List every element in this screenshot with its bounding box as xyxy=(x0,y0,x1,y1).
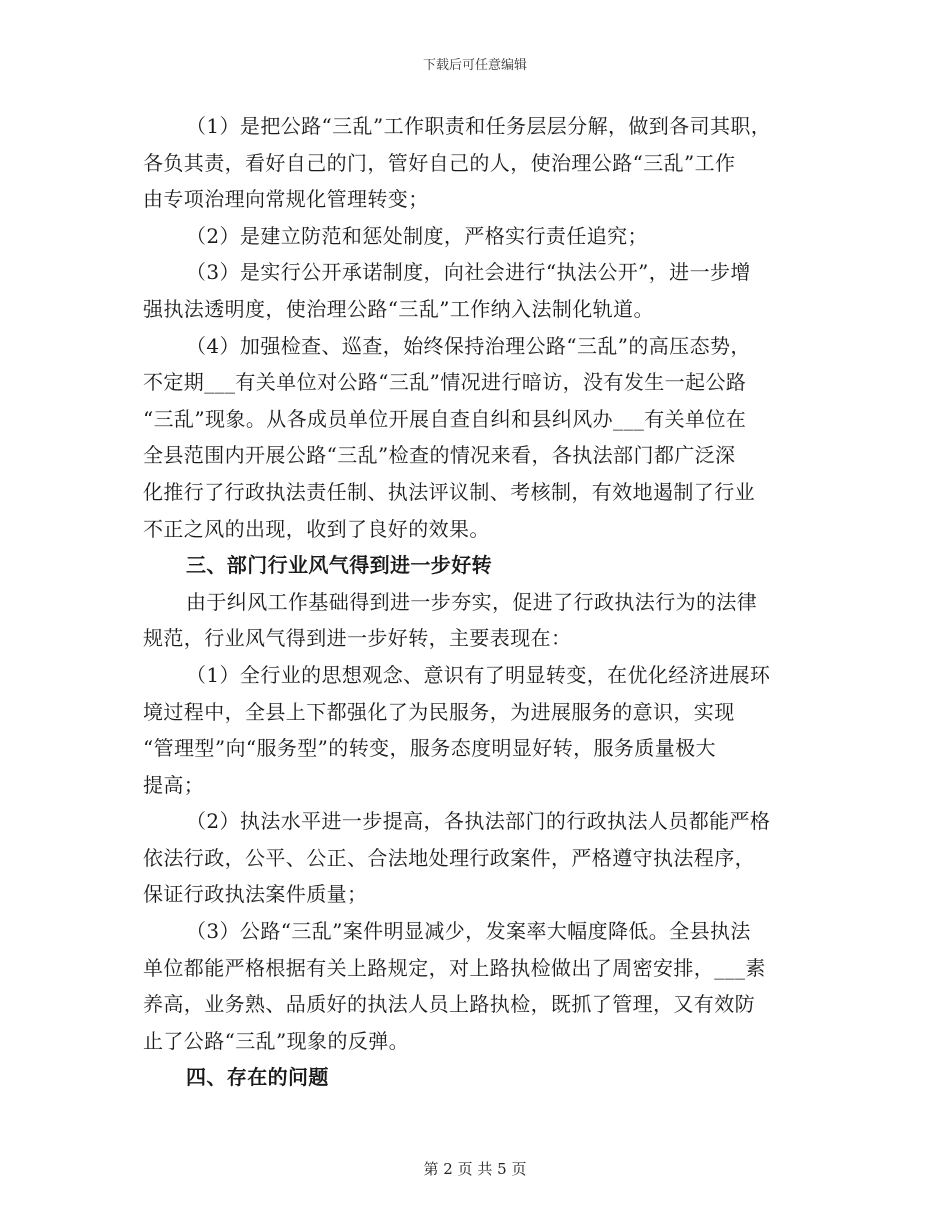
text-line: 强执法透明度，使治理公路“三乱”工作纳入法制化轨道。 xyxy=(143,296,654,321)
text-line: （3）公路“三乱”案件明显减少，发案率大幅度降低。全县执法 xyxy=(186,919,751,944)
text-line: 保证行政执法案件质量； xyxy=(143,882,368,907)
text-line: （1）是把公路“三乱”工作职责和任务层层分解，做到各司其职， xyxy=(186,114,772,138)
text-line: 不定期___有关单位对公路“三乱”情况进行暗访，没有发生一起公路 xyxy=(143,370,747,395)
page-header-note: 下载后可任意编辑 xyxy=(422,58,527,73)
document-body xyxy=(143,108,823,1096)
text-line: 境过程中，全县上下都强化了为民服务，为进展服务的意识，实现 xyxy=(143,699,735,724)
text-line: “管理型”向“服务型”的转变，服务态度明显好转，服务质量极大 xyxy=(143,736,716,761)
text-line: （4）加强检查、巡查，始终保持治理公路“三乱”的高压态势， xyxy=(186,333,751,358)
text-line: 不正之风的出现，收到了良好的效果。 xyxy=(143,516,490,541)
text-line: （2）是建立防范和惩处制度，严格实行责任追究； xyxy=(186,223,648,248)
text-line: 依法行政，公平、公正、合法地处理行政案件，严格遵守执法程序， xyxy=(143,845,755,870)
text-line: 规范，行业风气得到进一步好转，主要表现在： xyxy=(143,626,572,651)
text-line: 单位都能严格根据有关上路规定，对上路执检做出了周密安排，___素 xyxy=(143,955,766,980)
text-line: 养高，业务熟、品质好的执法人员上路执检，既抓了管理，又有效防 xyxy=(143,992,755,1017)
text-line: 全县范围内开展公路“三乱”检查的情况来看，各执法部门都广泛深 xyxy=(143,443,736,468)
page-number-footer: 第 2 页 共 5 页 xyxy=(423,1160,527,1178)
text-line: 提高； xyxy=(143,772,205,797)
text-line: 由于纠风工作基础得到进一步夯实，促进了行政执法行为的法律 xyxy=(186,589,758,614)
section-heading: 四、存在的问题 xyxy=(186,1065,329,1090)
text-line: （3）是实行公开承诺制度，向社会进行“执法公开”，进一步增 xyxy=(186,260,751,285)
text-line: 各负其责，看好自己的门，管好自己的人，使治理公路“三乱”工作 xyxy=(143,150,736,175)
text-line: 由专项治理向常规化管理转变； xyxy=(143,187,429,212)
text-line: 止了公路“三乱”现象的反弹。 xyxy=(143,1028,410,1053)
section-heading: 三、部门行业风气得到进一步好转 xyxy=(186,553,492,578)
text-line: （1）全行业的思想观念、意识有了明显转变，在优化经济进展环 xyxy=(186,662,771,687)
text-line: “三乱”现象。从各成员单位开展自查自纠和县纠风办___有关单位在 xyxy=(143,406,747,431)
text-line: 化推行了行政执法责任制、执法评议制、考核制，有效地遏制了行业 xyxy=(143,479,755,504)
text-line: （2）执法水平进一步提高，各执法部门的行政执法人员都能严格 xyxy=(186,809,771,834)
